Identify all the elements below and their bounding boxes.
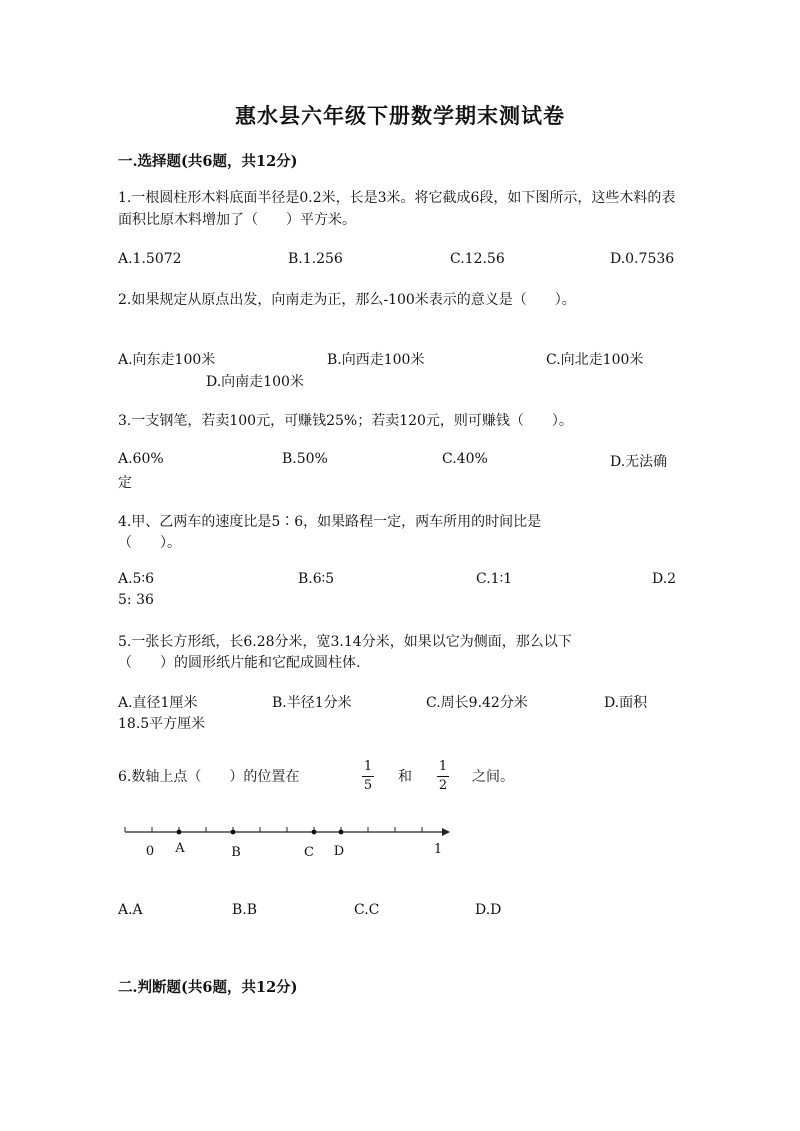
q4-option-c[interactable]: C.1∶1 [476, 571, 513, 587]
q4-option-d[interactable]: D.2 [652, 571, 677, 587]
q1-option-c[interactable]: C.12.56 [450, 251, 505, 267]
q6-option-d[interactable]: D.D [475, 902, 502, 918]
fraction-denominator: 5 [363, 778, 373, 793]
fraction-numerator: 1 [363, 759, 373, 774]
question-4-line1: 4.甲、乙两车的速度比是5∶6，如果路程一定，两车所用的时间比是 [118, 514, 542, 530]
q2-option-d[interactable]: D.向南走100米 [206, 374, 304, 390]
q5-option-b[interactable]: B.半径1分米 [272, 695, 352, 711]
number-line-point [231, 830, 236, 835]
page-title: 惠水县六年级下册数学期末测试卷 [235, 103, 565, 128]
question-4-line2: （ ）。 [118, 535, 181, 551]
number-line-label: 1 [433, 842, 443, 857]
number-line-label: A [175, 841, 185, 856]
q6-option-a[interactable]: A.A [118, 902, 143, 918]
q5-option-d-wrap: 18.5平方厘米 [118, 716, 206, 732]
q5-option-c[interactable]: C.周长9.42分米 [426, 695, 528, 711]
question-3-text: 3.一支钢笔，若卖100元，可赚钱25%；若卖120元，则可赚钱（ ）。 [118, 413, 573, 429]
question-1-text: 1.一根圆柱形木料底面半径是0.2米，长是3米。将它截成6段，如下图所示，这些木料的表面积比原木料增加了（ ）平方米。 [118, 190, 676, 228]
q3-option-b[interactable]: B.50% [282, 451, 328, 467]
number-line-label: C [304, 845, 314, 860]
q4-option-d-wrap: 5: 36 [118, 592, 154, 608]
fraction-denominator: 2 [438, 778, 448, 793]
number-line-label: D [333, 844, 345, 859]
number-line-labels [146, 841, 442, 860]
question-5-line2: （ ）的圆形纸片能和它配成圆柱体. [118, 655, 361, 671]
number-line-point [339, 830, 344, 835]
fraction-bar [362, 776, 374, 777]
q6-option-b[interactable]: B.B [232, 902, 258, 918]
fraction-one-fifth [362, 759, 374, 794]
question-6-prefix: 6.数轴上点（ ）的位置在 [118, 769, 300, 785]
q3-option-d[interactable]: D.无法确 [610, 454, 668, 470]
q3-option-c[interactable]: C.40% [442, 451, 488, 467]
fraction-bar [437, 776, 449, 777]
question-5-line1: 5.一张长方形纸，长6.28分米，宽3.14分米，如果以它为侧面，那么以下 [118, 634, 572, 650]
number-line-point [312, 830, 317, 835]
q1-option-d[interactable]: D.0.7536 [610, 251, 675, 267]
q5-option-a[interactable]: A.直径1厘米 [118, 695, 198, 711]
q3-option-d-wrap: 定 [118, 475, 132, 491]
q4-option-b[interactable]: B.6∶5 [298, 571, 335, 587]
q4-option-a[interactable]: A.5∶6 [118, 571, 155, 587]
section-heading-judgement: 二.判断题(共6题，共12分) [118, 979, 298, 996]
question-6-suffix: 之间。 [472, 769, 514, 785]
number-line-ticks [125, 827, 422, 832]
q2-option-c[interactable]: C.向北走100米 [546, 352, 644, 368]
q2-option-a[interactable]: A.向东走100米 [118, 352, 216, 368]
q5-option-d[interactable]: D.面积 [604, 695, 648, 711]
question-2-text: 2.如果规定从原点出发，向南走为正，那么-100米表示的意义是（ ）。 [118, 292, 576, 308]
arrow-icon [442, 828, 450, 836]
fraction-numerator: 1 [438, 759, 448, 774]
q1-option-b[interactable]: B.1.256 [288, 251, 343, 267]
number-line-point [177, 830, 182, 835]
section-heading-choice: 一.选择题(共6题，共12分) [118, 153, 298, 170]
q2-option-b[interactable]: B.向西走100米 [327, 352, 425, 368]
q6-option-c[interactable]: C.C [354, 902, 380, 918]
number-line-label: B [231, 845, 241, 860]
fraction-one-half [437, 759, 449, 794]
number-line-label: 0 [145, 844, 155, 859]
q1-option-a[interactable]: A.1.5072 [118, 251, 182, 267]
q3-option-a[interactable]: A.60% [118, 451, 164, 467]
number-line-figure [120, 815, 460, 865]
question-6-and: 和 [398, 769, 412, 785]
